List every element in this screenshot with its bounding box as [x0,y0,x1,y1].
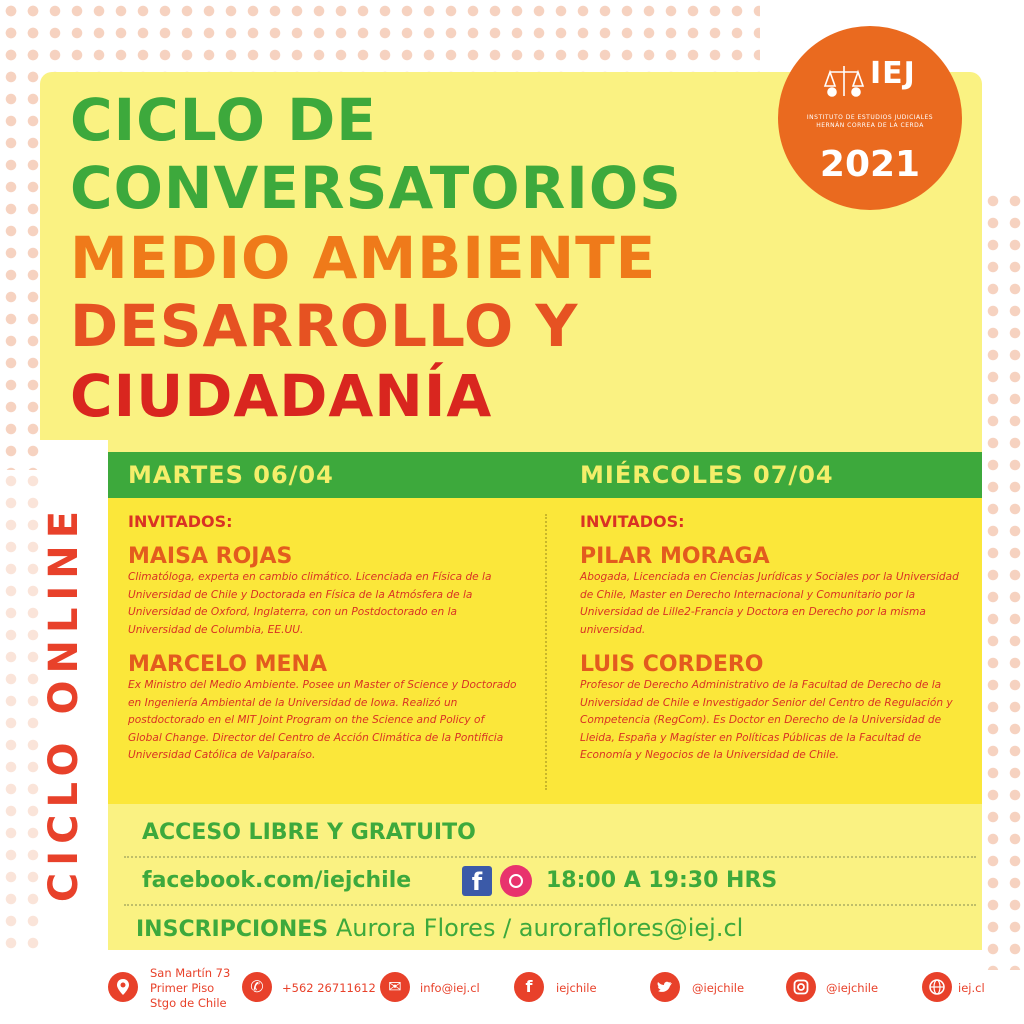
email-icon: ✉ [380,972,410,1002]
address-line-3: Stgo de Chile [150,996,227,1010]
title-line-2: CONVERSATORIOS [70,154,682,222]
phone-icon: ✆ [242,972,272,1002]
footer-instagram[interactable]: @iejchile [826,981,879,995]
guest-bio: Climatóloga, experta en cambio climático. Licenciada en Física de la Universidad de Chile y Doctorada en Física de la Atmósfera de la Universidad de Oxford, Inglaterra, con un Postdoctorado en la Universidad de Columbia, EE.UU. [128,571,492,636]
info-divider-2 [124,904,976,906]
schedule-text: 18:00 A 19:30 HRS [546,868,778,893]
registration-contact[interactable]: Aurora Flores / auroraflores@iej.cl [335,914,744,942]
facebook-footer-icon: f [514,972,544,1002]
globe-icon [922,972,952,1002]
institute-line-2: HERNÁN CORREA DE LA CERDA [816,122,924,129]
day-2-label: MIÉRCOLES 07/04 [580,461,834,489]
iej-badge [778,26,962,210]
badge-year: 2021 [819,144,921,185]
iej-logo-text: IEJ [870,56,916,91]
title-line-1: CICLO DE [70,86,377,154]
footer-facebook[interactable]: iejchile [556,981,597,995]
address-line-2: Primer Piso [150,981,215,995]
guest-bio: Abogada, Licenciada en Ciencias Jurídicas y Sociales por la Universidad de Chile, Master en Derecho Internacional y Comunitario por la Universidad de Lille2-Francia y Doctora en Derecho por la misma universidad. [580,571,959,636]
vertical-label-wrap [32,468,96,938]
footer-twitter[interactable]: @iejchile [692,981,745,995]
title-line-3: MEDIO AMBIENTE [70,224,657,292]
footer-web[interactable]: iej.cl [958,981,985,995]
footer-address [150,966,230,1011]
live-stream-icon [500,865,532,897]
vertical-label: CICLO ONLINE [41,503,87,903]
address-line-1: San Martín 73 [150,966,231,980]
facebook-link[interactable]: facebook.com/iejchile [142,868,412,893]
column-divider [545,514,547,790]
footer-email[interactable]: info@iej.cl [420,981,480,995]
registration-label: INSCRIPCIONES [136,917,329,942]
info-divider-1 [124,856,976,858]
institute-line-1: INSTITUTO DE ESTUDIOS JUDICIALES [806,114,934,121]
day-1-column [128,512,520,779]
invited-label: INVITADOS: [580,512,685,531]
guest-name: LUIS CORDERO [580,652,764,677]
title-line-4: DESARROLLO Y [70,292,579,360]
guest-name: PILAR MORAGA [580,544,770,569]
guest-bio: Ex Ministro del Medio Ambiente. Posee un Master of Science y Doctorado en Ingeniería Ambiental de la Universidad de Iowa. Realizó un postdoctorado en el MIT Joint Program on the Science and Policy of Global Change. Director del Centro de Acción Climática de la Pontificia Universidad Católica de Valparaíso. [128,679,517,761]
guest-name: MAISA ROJAS [128,544,293,569]
facebook-icon[interactable]: f [462,866,492,896]
dot-pattern-top [0,0,760,74]
registration-row [136,914,743,942]
location-icon [108,972,138,1002]
access-text: ACCESO LIBRE Y GRATUITO [142,820,476,845]
title-line-5: CIUDADANÍA [70,362,493,430]
day-2-column [580,512,972,779]
guest-name: MARCELO MENA [128,652,327,677]
day-1-label: MARTES 06/04 [128,461,334,489]
twitter-icon [650,972,680,1002]
instagram-icon [786,972,816,1002]
footer-phone[interactable]: +562 26711612 [282,981,376,995]
guest-bio: Profesor de Derecho Administrativo de la Facultad de Derecho de la Universidad de Chile e Investigador Senior del Centro de Regulación y Competencia (RegCom). Es Doctor en Derecho de la Universidad de Lleida, España y Magíster en Políticas Públicas de la Facultad de Economía y Negocios de la Universidad de Chile. [580,679,953,761]
invited-label: INVITADOS: [128,512,233,531]
institute-name [798,114,942,130]
dot-pattern-right [982,190,1024,970]
